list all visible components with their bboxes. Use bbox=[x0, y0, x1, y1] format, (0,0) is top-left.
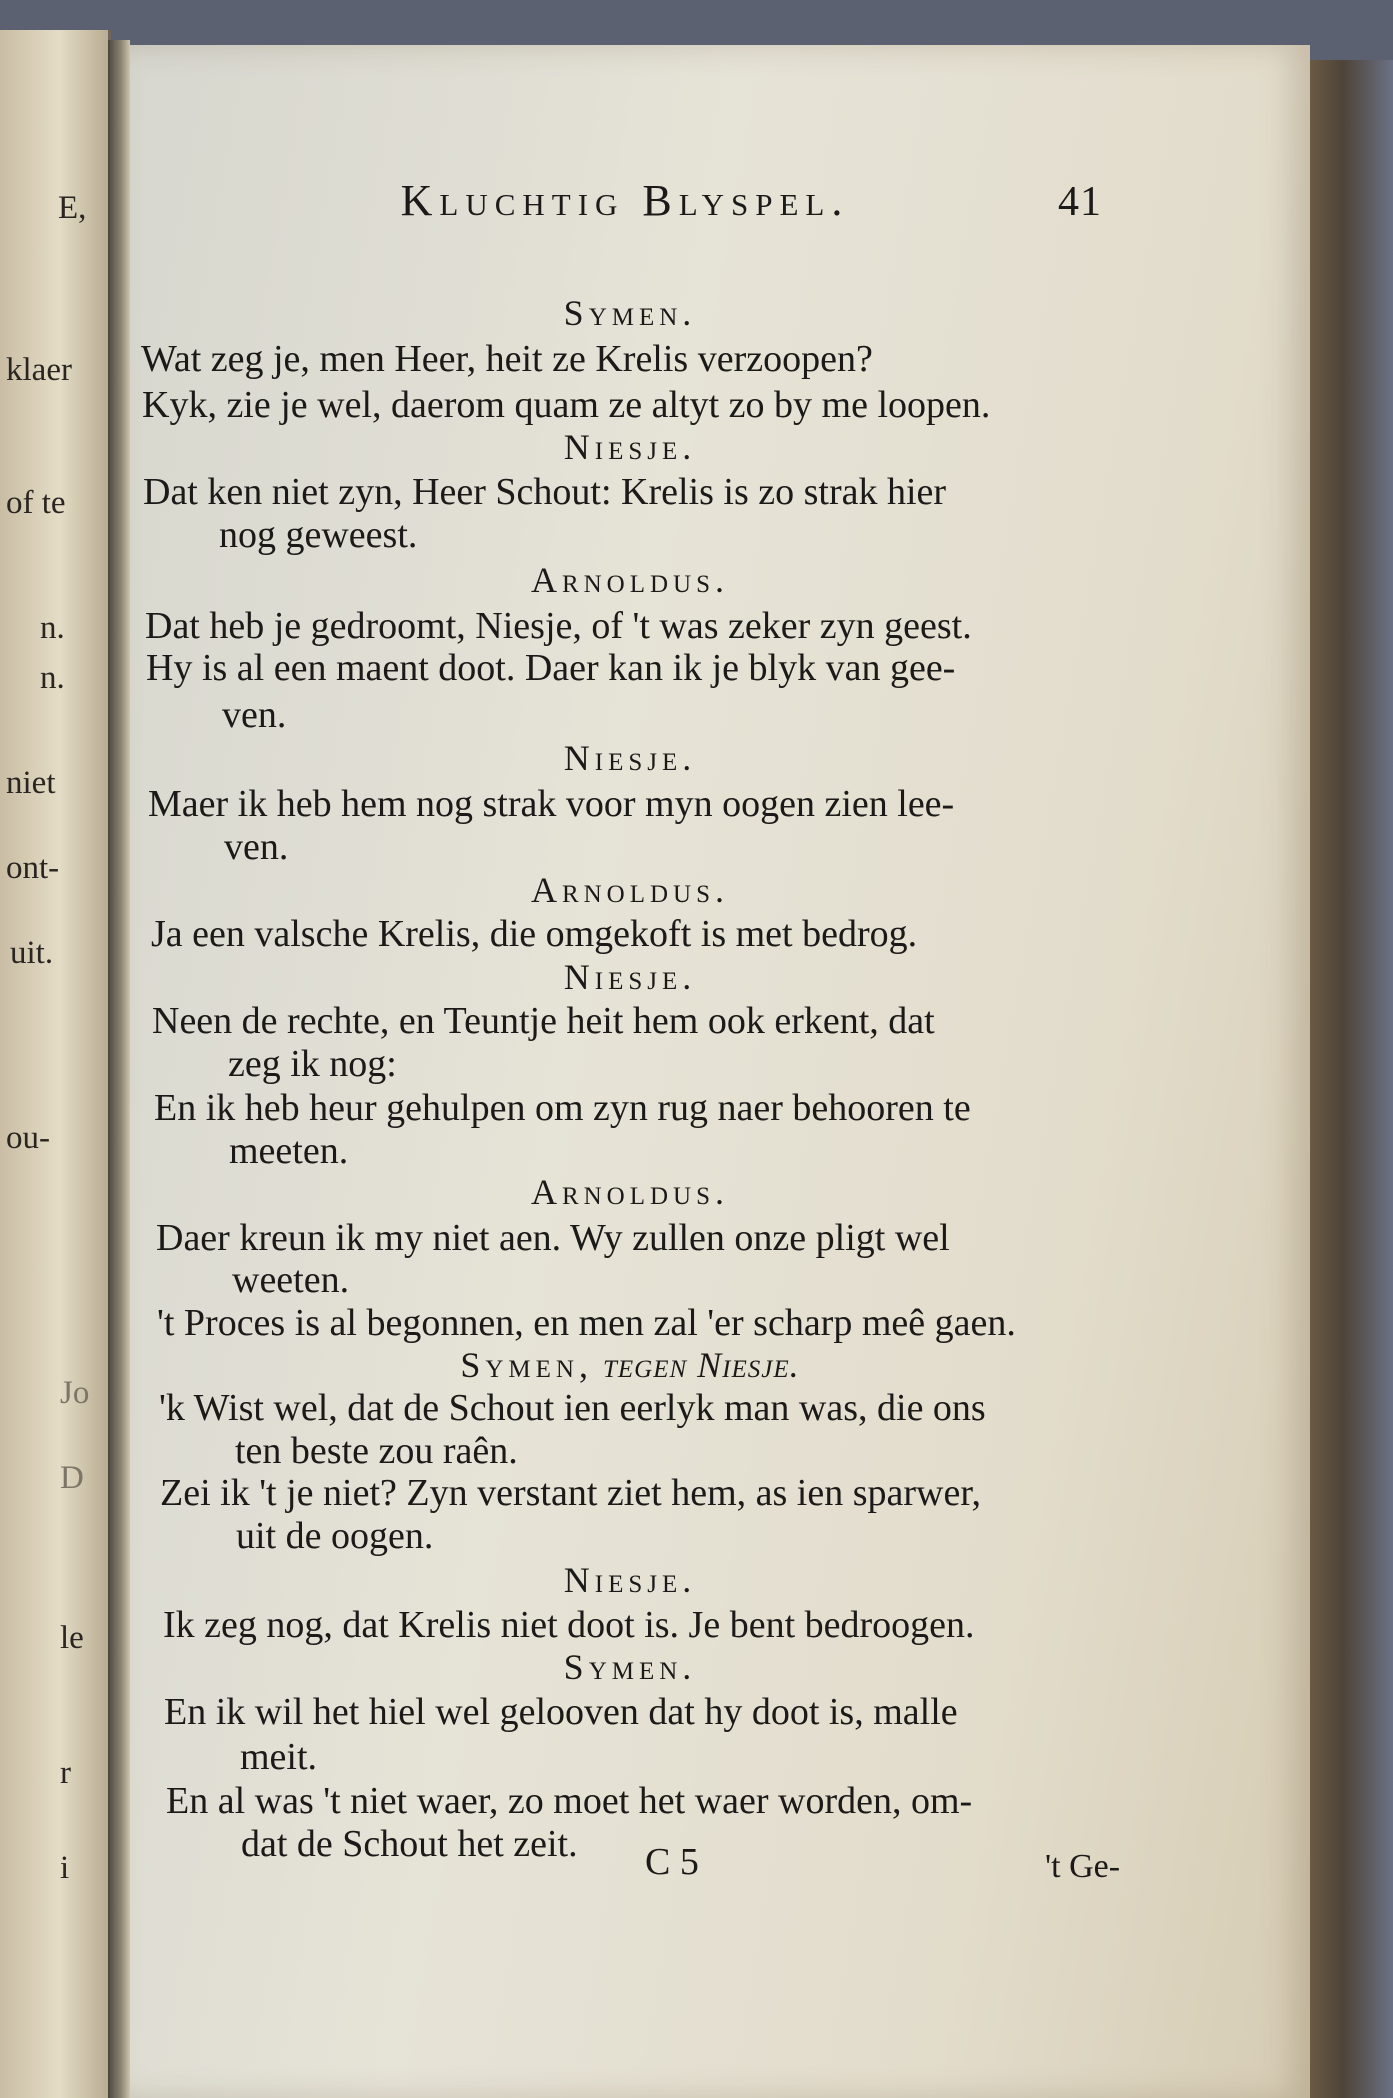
verse-continuation: meeten. bbox=[229, 1130, 349, 1172]
verse-line: Neen de rechte, en Teuntje heit hem ook erkent, dat bbox=[152, 1000, 935, 1042]
speaker-heading bbox=[130, 1171, 1130, 1213]
speaker-heading bbox=[130, 426, 1130, 468]
verse-line: Kyk, zie je wel, daerom quam ze altyt zo by me loopen. bbox=[142, 384, 991, 426]
left-fragment: E, bbox=[58, 190, 87, 226]
catchword: 't Ge- bbox=[1045, 1848, 1121, 1885]
speaker-name: Symen, bbox=[460, 1345, 593, 1385]
verse-line: Dat heb je gedroomt, Niesje, of 't was zeker zyn geest. bbox=[145, 605, 972, 647]
verse-line: Ja een valsche Krelis, die omgekoft is met bedrog. bbox=[151, 913, 918, 955]
verse-line: Dat ken niet zyn, Heer Schout: Krelis is zo strak hier bbox=[143, 471, 947, 513]
verse-continuation: weeten. bbox=[232, 1259, 350, 1301]
speaker-heading bbox=[130, 1646, 1130, 1688]
speaker-name: Arnoldus. bbox=[530, 560, 730, 600]
verse-line: Maer ik heb hem nog strak voor myn oogen zien lee- bbox=[148, 783, 955, 825]
book-gutter bbox=[108, 40, 130, 2098]
book-edge bbox=[1310, 60, 1393, 2098]
verse-continuation: dat de Schout het zeit. bbox=[241, 1823, 578, 1865]
speaker-name: Symen. bbox=[563, 293, 697, 333]
left-fragment: niet bbox=[6, 765, 56, 801]
speaker-heading bbox=[130, 1559, 1130, 1601]
left-fragment: le bbox=[60, 1620, 84, 1656]
speaker-heading bbox=[130, 559, 1130, 601]
speaker-name: Arnoldus. bbox=[530, 870, 730, 910]
left-fragment: n. bbox=[40, 660, 65, 696]
verse-continuation: ven. bbox=[224, 826, 289, 868]
speaker-name: Niesje. bbox=[563, 1560, 697, 1600]
verse-line: En al was 't niet waer, zo moet het waer worden, om- bbox=[166, 1780, 973, 1822]
verse-continuation: ven. bbox=[222, 694, 287, 736]
verse-continuation: uit de oogen. bbox=[236, 1515, 434, 1557]
speaker-heading bbox=[130, 292, 1130, 334]
left-fragment: Jo bbox=[60, 1375, 90, 1411]
verse-line: En ik heb heur gehulpen om zyn rug naer behooren te bbox=[154, 1087, 971, 1129]
speaker-heading bbox=[130, 869, 1130, 911]
verse-line: En ik wil het hiel wel gelooven dat hy doot is, malle bbox=[164, 1691, 958, 1733]
speaker-heading bbox=[130, 956, 1130, 998]
running-title: Kluchtig Blyspel. bbox=[400, 176, 850, 225]
speaker-name: Niesje. bbox=[563, 738, 697, 778]
verse-line: Hy is al een maent doot. Daer kan ik je blyk van gee- bbox=[146, 647, 956, 689]
left-fragment: ou- bbox=[6, 1120, 50, 1156]
verse-line: Daer kreun ik my niet aen. Wy zullen onze pligt wel bbox=[156, 1217, 950, 1259]
verse-continuation: zeg ik nog: bbox=[228, 1043, 397, 1085]
verse-continuation: nog geweest. bbox=[219, 514, 418, 556]
verse-line: 'k Wist wel, dat de Schout ien eerlyk man was, die ons bbox=[159, 1387, 986, 1429]
left-fragment: ont- bbox=[6, 850, 60, 886]
speaker-heading bbox=[130, 737, 1130, 779]
signature-mark: C 5 bbox=[645, 1841, 699, 1883]
verse-line: Zei ik 't je niet? Zyn verstant ziet hem, as ien sparwer, bbox=[160, 1472, 981, 1514]
left-fragment: n. bbox=[40, 610, 65, 646]
left-fragment: i bbox=[60, 1850, 70, 1886]
verse-line: 't Proces is al begonnen, en men zal 'er scharp meê gaen. bbox=[157, 1302, 1016, 1344]
speaker-heading bbox=[130, 1344, 1130, 1386]
speaker-name: Niesje. bbox=[563, 427, 697, 467]
left-fragment: klaer bbox=[6, 352, 72, 388]
verse-continuation: meit. bbox=[240, 1736, 318, 1778]
left-fragment: r bbox=[60, 1755, 71, 1791]
left-fragment: of te bbox=[6, 485, 66, 521]
speaker-name: Arnoldus. bbox=[530, 1172, 730, 1212]
speaker-name: Symen. bbox=[563, 1647, 697, 1687]
speaker-name: Niesje. bbox=[563, 957, 697, 997]
verse-line: Ik zeg nog, dat Krelis niet doot is. Je bent bedroogen. bbox=[163, 1604, 975, 1646]
left-fragment: uit. bbox=[10, 935, 54, 971]
left-fragment: D bbox=[60, 1460, 84, 1496]
verse-line: Wat zeg je, men Heer, heit ze Krelis verzoopen? bbox=[141, 338, 873, 380]
left-page-edge bbox=[0, 30, 111, 2098]
stage-direction: tegen Niesje. bbox=[592, 1345, 800, 1385]
page-number: 41 bbox=[1058, 179, 1102, 225]
verse-continuation: ten beste zou raên. bbox=[235, 1430, 518, 1472]
